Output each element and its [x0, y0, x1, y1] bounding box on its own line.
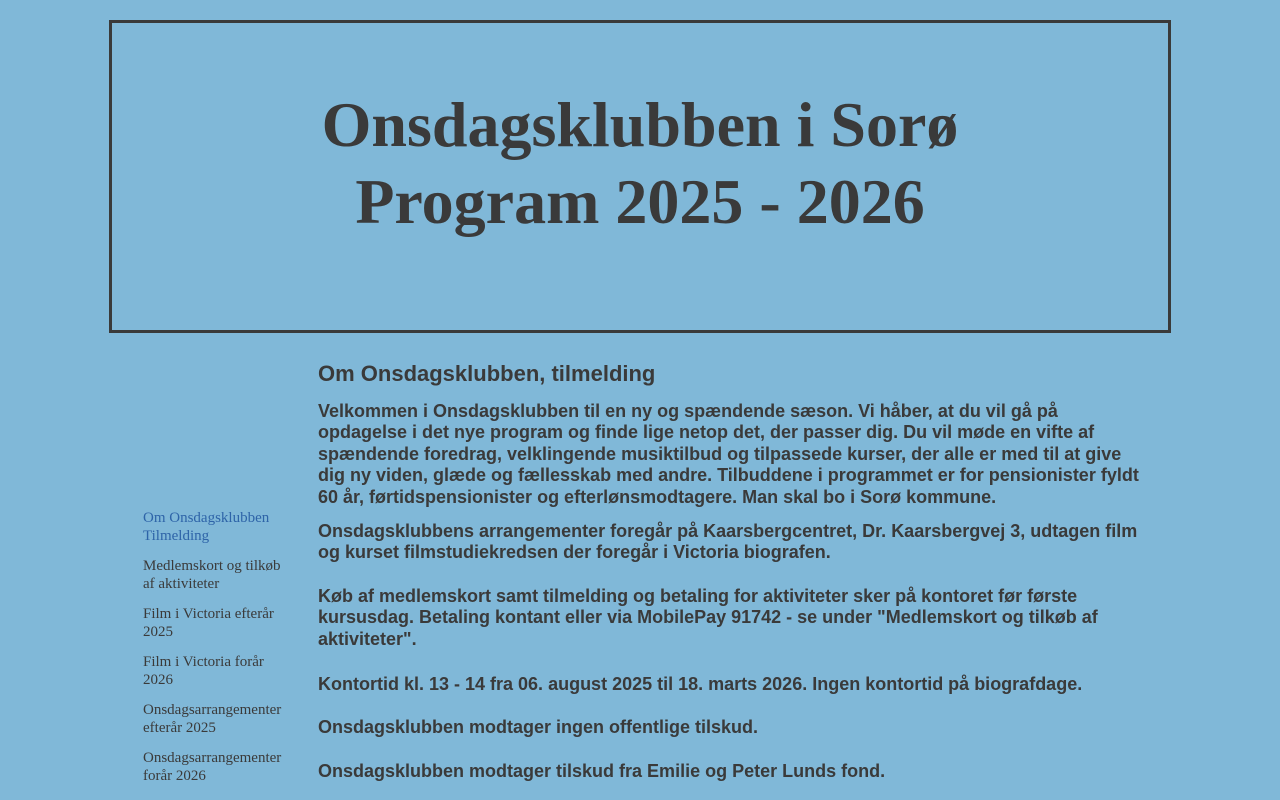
title-line-1: Onsdagsklubben i Sorø	[321, 89, 959, 160]
sidebar-item-label: forår 2026	[143, 768, 206, 784]
sidebar-item-label: Onsdagsarrangementer	[143, 702, 282, 718]
main-content	[318, 360, 1148, 795]
intro-paragraph: Velkommen i Onsdagsklubben til en ny og spændende sæson. Vi håber, at du vil gå på opdagelse i det nye program og finde lige netop det, der passer dig. Du vil møde en vifte af spændende foredrag, velklingende musiktilbud og tilpassede kurser, der alle er med til at give dig ny viden, glæde og fællesskab med andre. Tilbuddene i programmet er for pensionister fyldt 60 år, førtidspensionister og efterlønsmodtagere. Man skal bo i Sorø kommune.	[318, 401, 1139, 507]
sidebar-item-onsdag-foraar[interactable]	[143, 749, 293, 785]
sidebar-item-label: af aktiviteter	[143, 576, 220, 592]
header-banner	[109, 20, 1171, 333]
sidebar-item-label: 2025	[143, 624, 173, 640]
sidebar-nav	[143, 509, 293, 797]
sidebar-item-label: Film i Victoria forår	[143, 654, 264, 670]
location-paragraph: Onsdagsklubbens arrangementer foregår på Kaarsbergcentret, Dr. Kaarsbergvej 3, udtagen film og kurset filmstudiekredsen der foregår i Victoria biografen.	[318, 521, 1138, 563]
fund-grant-paragraph: Onsdagsklubben modtager tilskud fra Emilie og Peter Lunds fond.	[318, 760, 886, 781]
page-title	[112, 23, 1168, 240]
sidebar-item-film-foraar[interactable]	[143, 653, 293, 689]
sidebar-item-label: 2026	[143, 672, 173, 688]
sidebar-item-om-onsdagsklubben[interactable]	[143, 509, 293, 545]
sidebar-item-label: Onsdagsarrangementer	[143, 750, 282, 766]
office-hours-paragraph: Kontortid kl. 13 - 14 fra 06. august 2025 til 18. marts 2026. Ingen kontortid på biografdage.	[318, 674, 1083, 695]
sidebar-item-label: Tilmelding	[143, 528, 210, 544]
sidebar-item-medlemskort[interactable]	[143, 557, 293, 593]
section-heading: Om Onsdagsklubben, tilmelding	[318, 361, 656, 386]
sidebar-item-film-efteraar[interactable]	[143, 605, 293, 641]
sidebar-item-onsdag-efteraar[interactable]	[143, 701, 293, 737]
membership-paragraph: Køb af medlemskort samt tilmelding og betaling for aktiviteter sker på kontoret før første kursusdag. Betaling kontant eller via MobilePay 91742 - se under "Medlemskort og tilkøb af aktiviteter".	[318, 585, 1098, 649]
no-public-grants-paragraph: Onsdagsklubben modtager ingen offentlige tilskud.	[318, 717, 759, 738]
sidebar-item-label: Medlemskort og tilkøb	[143, 558, 281, 574]
sidebar-item-label: efterår 2025	[143, 720, 216, 736]
title-line-2: Program 2025 - 2026	[355, 166, 925, 237]
sidebar-item-label: Om Onsdagsklubben	[143, 510, 270, 526]
sidebar-item-label: Film i Victoria efterår	[143, 606, 274, 622]
